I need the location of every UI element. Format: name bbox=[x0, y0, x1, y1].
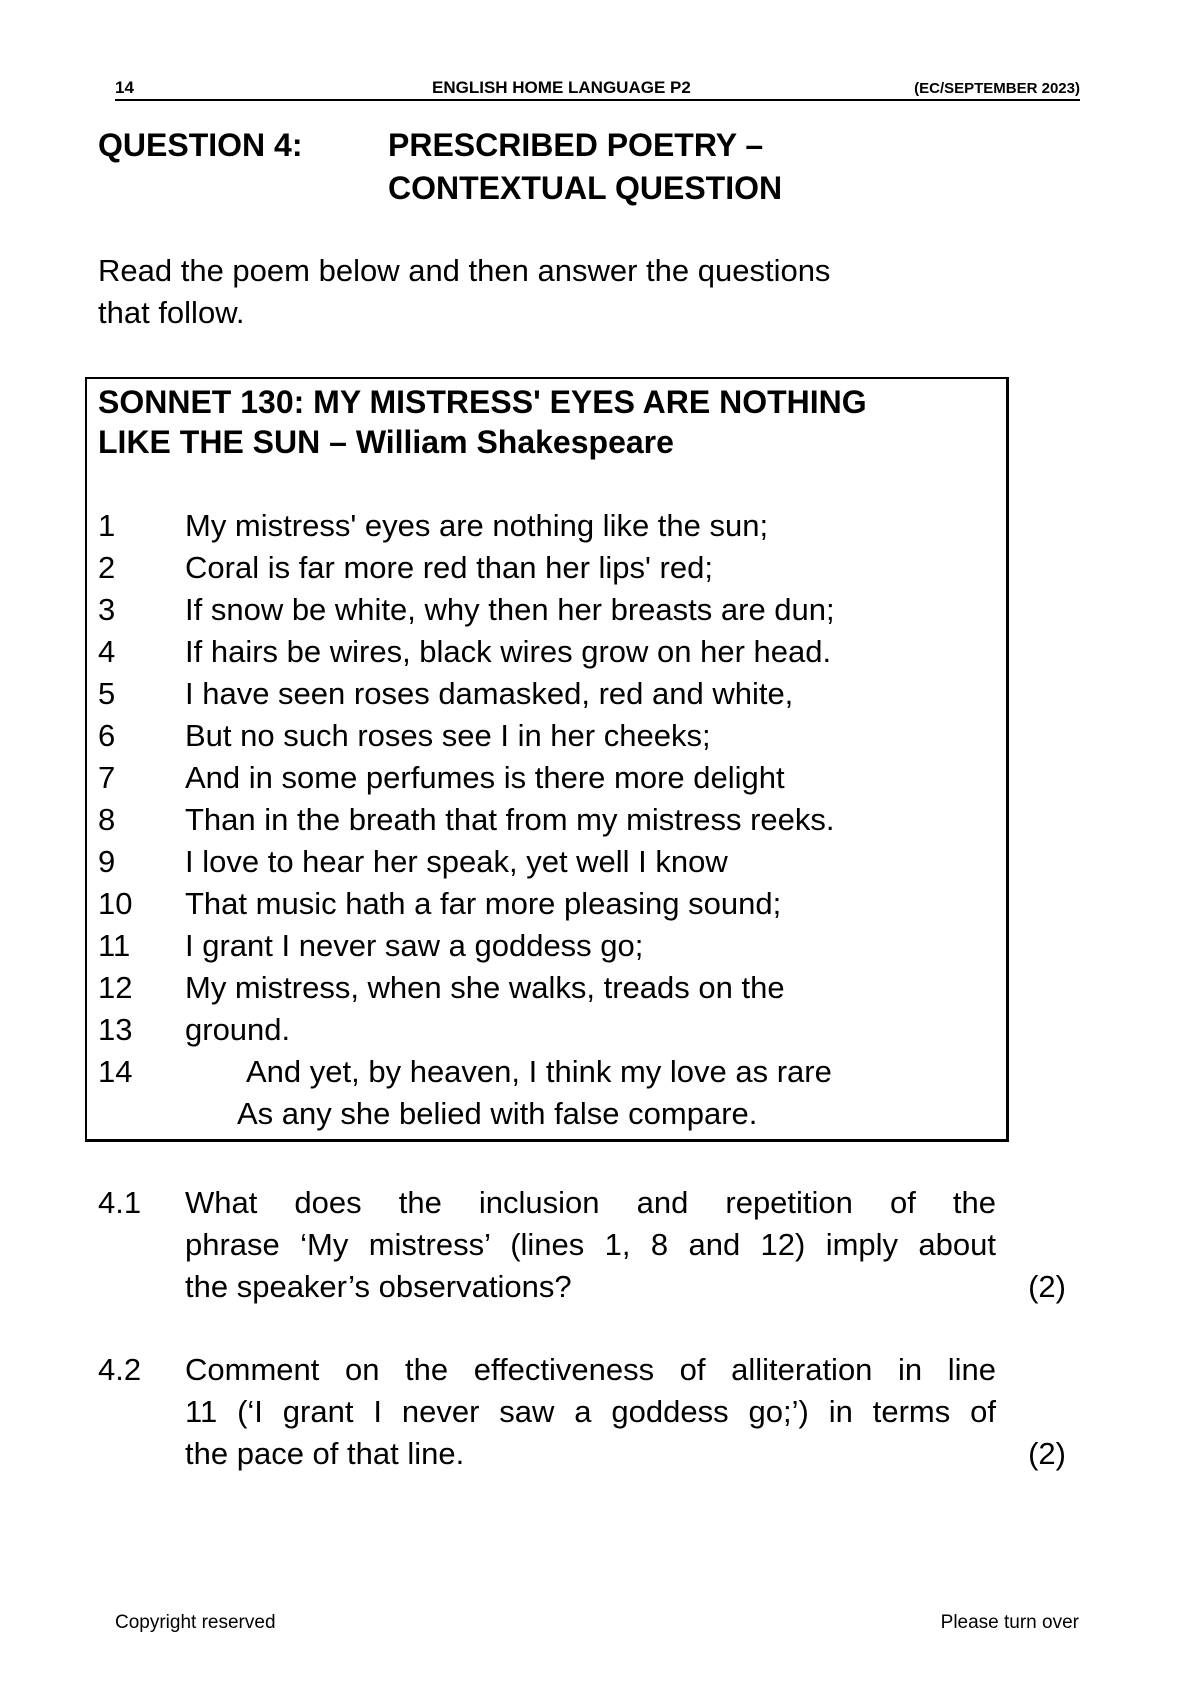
question-text-line: 11 (‘I grant I never saw a goddess go;’) in terms of bbox=[185, 1394, 996, 1429]
poem-line-number: 13 bbox=[98, 1012, 133, 1047]
poem-line-number: 2 bbox=[98, 550, 116, 585]
subject-title: ENGLISH HOME LANGUAGE P2 bbox=[432, 78, 691, 97]
poem-line-number: 7 bbox=[98, 760, 116, 795]
question-text-line: phrase ‘My mistress’ (lines 1, 8 and 12) imply about bbox=[185, 1227, 996, 1262]
poem-line-text: If hairs be wires, black wires grow on her head. bbox=[185, 634, 832, 669]
header-rule bbox=[115, 99, 1080, 101]
poem-line-number: 6 bbox=[98, 718, 116, 753]
poem-line-number: 1 bbox=[98, 508, 116, 543]
poem-line-text: If snow be white, why then her breasts are dun; bbox=[185, 592, 835, 627]
poem-title-line1: SONNET 130: MY MISTRESS' EYES ARE NOTHING bbox=[98, 384, 867, 420]
poem-line-text: Than in the breath that from my mistress reeks. bbox=[185, 802, 835, 837]
page-number: 14 bbox=[115, 78, 134, 97]
poem-line-number: 9 bbox=[98, 844, 116, 879]
poem-line-text: And in some perfumes is there more delight bbox=[185, 760, 785, 795]
poem-title-line2: LIKE THE SUN – William Shakespeare bbox=[98, 424, 674, 460]
poem-line-number: 12 bbox=[98, 970, 133, 1005]
instruction-line2: that follow. bbox=[98, 295, 245, 330]
poem-line-text: I love to hear her speak, yet well I know bbox=[185, 844, 728, 879]
poem-line-number: 5 bbox=[98, 676, 116, 711]
question-text-line: the speaker’s observations? bbox=[185, 1269, 572, 1304]
question-number: 4.2 bbox=[98, 1352, 142, 1387]
poem-line-text: That music hath a far more pleasing sound; bbox=[185, 886, 782, 921]
poem-line-text: My mistress' eyes are nothing like the sun; bbox=[185, 508, 769, 543]
question-marks: (2) bbox=[1028, 1436, 1066, 1471]
question-marks: (2) bbox=[1028, 1269, 1066, 1304]
poem-line-text: I have seen roses damasked, red and white, bbox=[185, 676, 794, 711]
exam-session: (EC/SEPTEMBER 2023) bbox=[914, 80, 1080, 97]
poem-line-text: I grant I never saw a goddess go; bbox=[185, 928, 644, 963]
question-text-line: Comment on the effectiveness of alliteration in line bbox=[185, 1352, 996, 1387]
question-title-line1: PRESCRIBED POETRY – bbox=[388, 127, 764, 163]
poem-line-number: 3 bbox=[98, 592, 116, 627]
instruction-line1: Read the poem below and then answer the questions bbox=[98, 253, 831, 288]
question-label: QUESTION 4: bbox=[98, 127, 303, 163]
footer-copyright: Copyright reserved bbox=[115, 1612, 276, 1633]
question-text-line: What does the inclusion and repetition of the bbox=[185, 1185, 996, 1220]
poem-line-text: As any she belied with false compare. bbox=[237, 1096, 758, 1131]
question-text-line: the pace of that line. bbox=[185, 1436, 465, 1471]
poem-line-text: But no such roses see I in her cheeks; bbox=[185, 718, 711, 753]
poem-line-text: ground. bbox=[185, 1012, 291, 1047]
poem-line-number: 14 bbox=[98, 1054, 133, 1089]
poem-line-number: 10 bbox=[98, 886, 133, 921]
poem-line-text: And yet, by heaven, I think my love as rare bbox=[246, 1054, 832, 1089]
poem-line-text: Coral is far more red than her lips' red; bbox=[185, 550, 713, 585]
poem-line-number: 4 bbox=[98, 634, 116, 669]
question-number: 4.1 bbox=[98, 1185, 142, 1220]
poem-line-number: 8 bbox=[98, 802, 116, 837]
question-title-line2: CONTEXTUAL QUESTION bbox=[388, 170, 783, 206]
footer-turn-over: Please turn over bbox=[940, 1612, 1079, 1633]
poem-line-text: My mistress, when she walks, treads on the bbox=[185, 970, 785, 1005]
poem-line-number: 11 bbox=[98, 928, 131, 963]
